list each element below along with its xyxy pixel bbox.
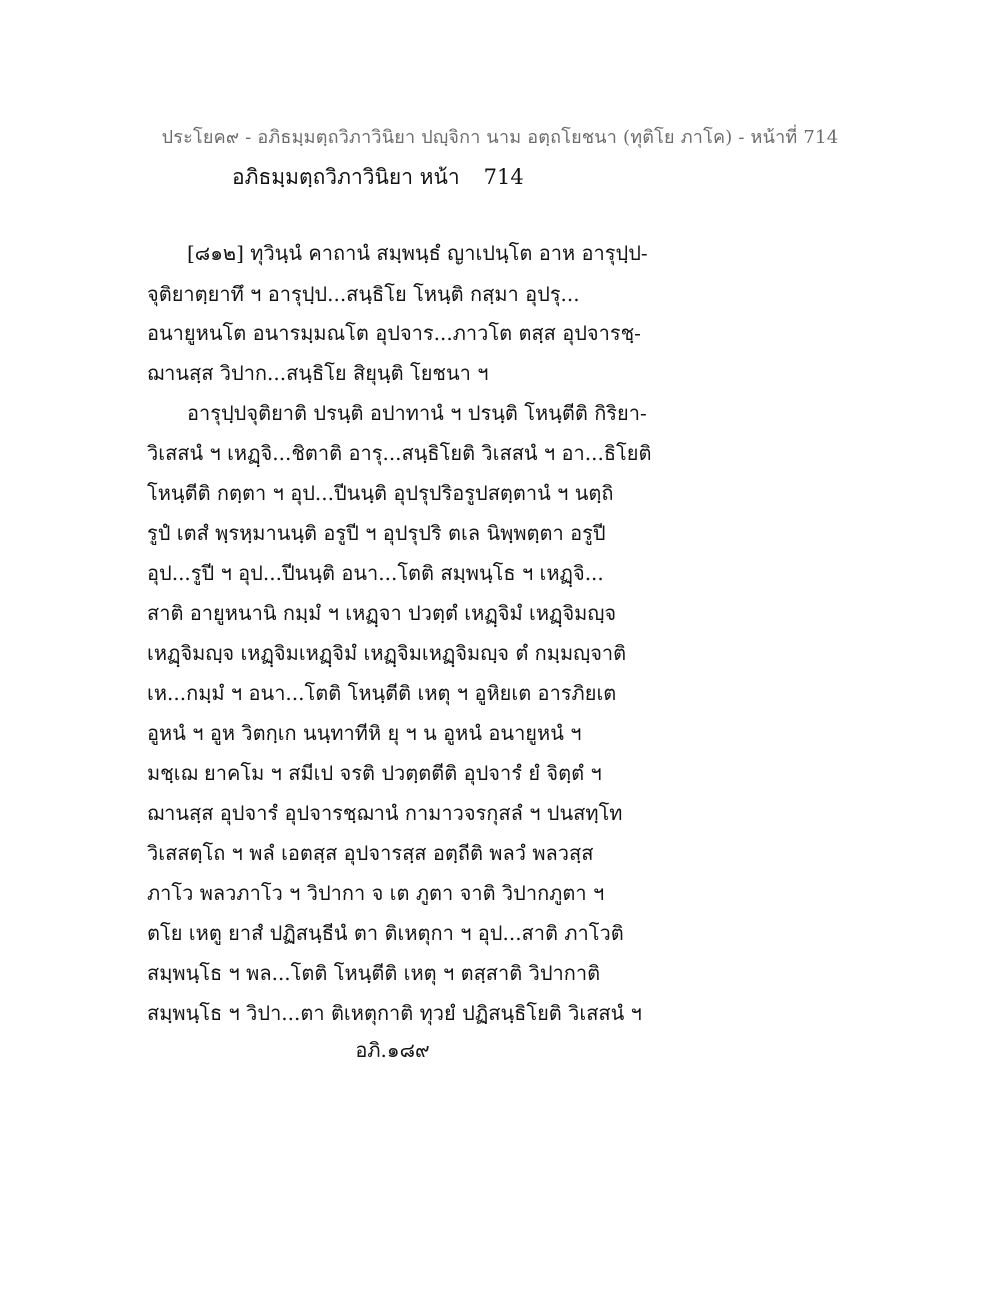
text-line: วิเสสนํ ฯ เหฏฺจิ...ชิตาติ อารุ...สนฺธิโยติ วิเสสนํ ฯ อา...ธิโยติ — [147, 441, 652, 465]
text-line: รูปํ เตสํ พฺรหฺมานนฺติ อรูปี ฯ อุปรุปริ ตเล นิพฺพตฺตา อรูปี — [147, 521, 606, 545]
text-line: วิเสสตฺโถ ฯ พลํ เอตสฺส อุปจารสฺส อตฺถีติ พลวํ พลวสฺส — [147, 841, 594, 865]
page-signature: อภิ.๑๘๙ — [355, 1038, 430, 1062]
text-line: สมฺพนฺโธ ฯ วิปา...ตา ติเหตุกาติ ทุวยํ ปฏิสนฺธิโยติ วิเสสนํ ฯ — [147, 1001, 642, 1025]
text-line: เห...กมฺมํ ฯ อนา...โตติ โหนฺตีติ เหตุ ฯ อูหิยเต อารภิยเต — [147, 681, 617, 705]
running-header: ประโยค๙ - อภิธมฺมตฺถวิภาวินิยา ปญฺจิกา นาม อตฺถโยชนา (ทุติโย ภาโค) - หน้าที่ 714 — [161, 127, 839, 148]
text-line: ตโย เหตู ยาสํ ปฏิสนฺธีนํ ตา ติเหตุกา ฯ อุป...สาติ ภาโวติ — [147, 921, 624, 945]
text-line: อนายูหนโต อนารมฺมณโต อุปจาร...ภาวโต ตสฺส อุปจารชฺ- — [147, 321, 641, 345]
text-line: ภาโว พลวภาโว ฯ วิปากา จ เต ภูตา จาติ วิปากภูตา ฯ — [147, 881, 605, 905]
text-line: อุป...รูปี ฯ อุป...ปีนนฺติ อนา...โตติ สมฺพนฺโธ ฯ เหฏฺจิ... — [147, 561, 604, 585]
text-line: จุติยาตฺยาทึ ฯ อารุปฺป...สนฺธิโย โหนฺติ กสฺมา อุปรุ... — [147, 282, 580, 306]
text-line: มชฺเฌ ยาคโม ฯ สมีเป จรติ ปวตฺตตีติ อุปจารํ ยํ จิตฺตํ ฯ — [147, 761, 602, 785]
page-number: 714 — [483, 165, 524, 189]
text-line: [๘๑๒] ทุวินฺนํ คาถานํ สมฺพนฺธํ ญาเปนฺโต อาห อารุปฺป- — [187, 241, 648, 265]
page-heading-title: อภิธมฺมตฺถวิภาวินิยา หน้า — [232, 165, 460, 189]
text-line: ฌานสฺส วิปาก...สนฺธิโย สิยุนฺติ โยชนา ฯ — [147, 361, 489, 385]
text-line: อารุปฺปจุติยาติ ปรนฺติ อปาทานํ ฯ ปรนฺติ โหนฺตีติ กิริยา- — [187, 401, 647, 425]
text-line: สาติ อายูหนานิ กมฺมํ ฯ เหฏฺจา ปวตฺตํ เหฏฺจิมํ เหฏฺจิมญฺจ — [147, 601, 617, 625]
text-line: อูหนํ ฯ อูห วิตกฺเก นนฺทาทีหิ ยุ ฯ น อูหนํ อนายูหนํ ฯ — [147, 721, 582, 745]
text-line: สมฺพนฺโธ ฯ พล...โตติ โหนฺตีติ เหตุ ฯ ตสฺสาติ วิปากาติ — [147, 961, 601, 985]
text-line: โหนฺตีติ กตฺตา ฯ อุป...ปีนนฺติ อุปรุปริอรูปสตฺตานํ ฯ นตฺถิ — [147, 481, 614, 505]
text-line: เหฏฺจิมญฺจ เหฏฺจิมเหฏฺจิมํ เหฏฺจิมเหฏฺจิมญฺจ ตํ กมฺมญฺจาติ — [147, 641, 627, 665]
page-heading — [232, 161, 524, 194]
text-line: ฌานสฺส อุปจารํ อุปจารชฺฌานํ กามาวจรกุสลํ ฯ ปนสทฺโท — [147, 801, 623, 825]
